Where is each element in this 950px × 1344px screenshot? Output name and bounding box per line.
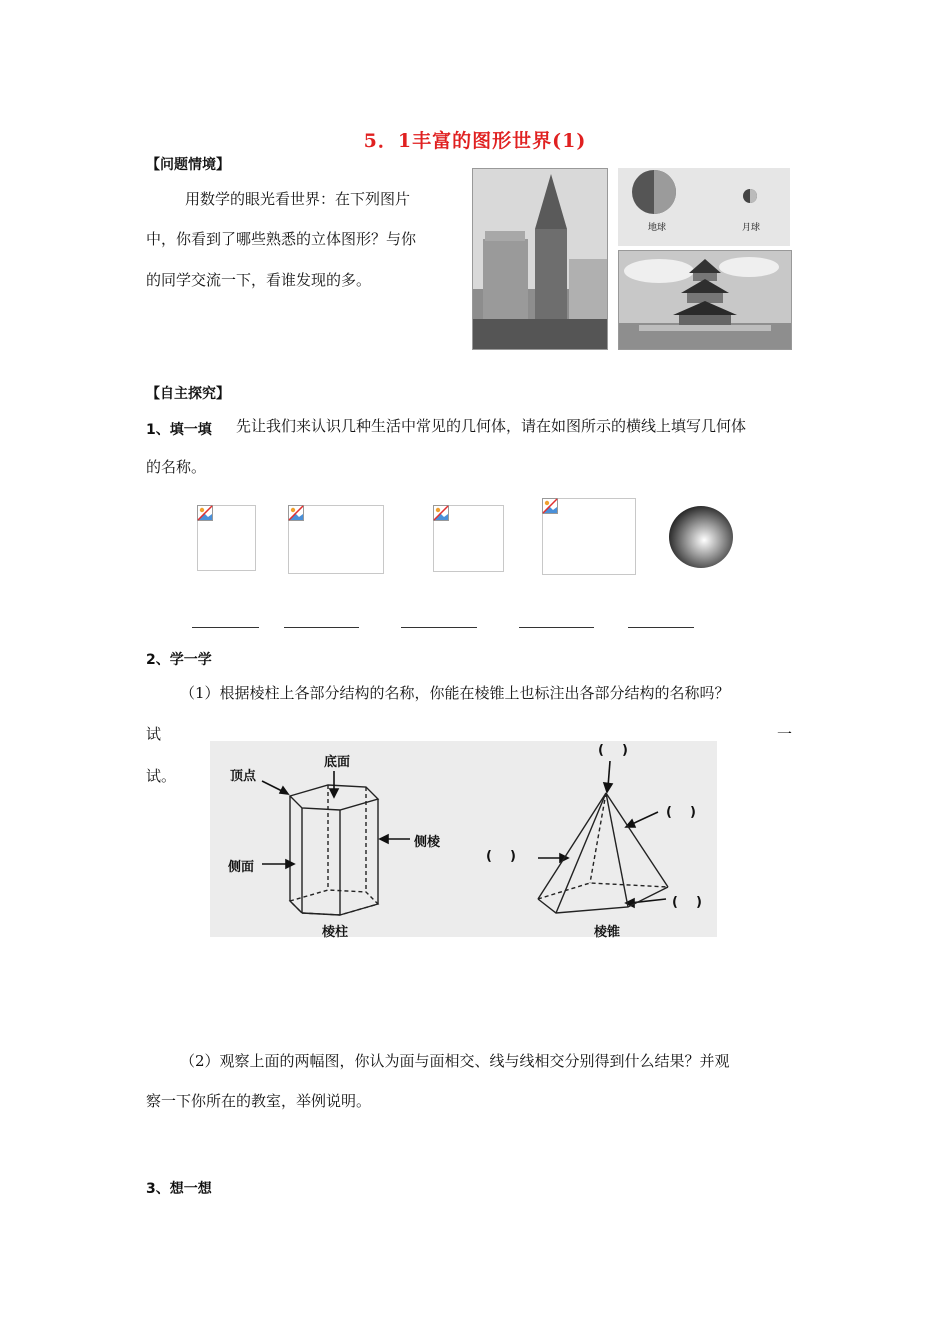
broken-image-icon: [197, 505, 213, 521]
section-heading-problem: 【问题情境】: [146, 157, 230, 173]
section-heading-explore: 【自主探究】: [146, 386, 230, 402]
blank-paren-right-edge[interactable]: ( ): [666, 805, 696, 820]
answer-blank-2[interactable]: [284, 627, 359, 628]
answer-blank-5[interactable]: [628, 627, 694, 628]
q2-try-right: 一: [777, 725, 793, 743]
broken-image-icon: [288, 505, 304, 521]
label-vertex: 顶点: [230, 769, 257, 784]
solid-image-2: [288, 505, 384, 574]
q1-text: 先让我们来认识几种生活中常见的几何体，请在如图所示的横线上填写几何体: [236, 417, 747, 435]
intro-line-1: 用数学的眼光看世界：在下列图片: [185, 190, 411, 208]
label-lateral-face: 侧面: [228, 860, 255, 875]
answer-blank-3[interactable]: [401, 627, 477, 628]
label-prism: 棱柱: [322, 925, 349, 940]
label-lateral-edge: 侧棱: [414, 835, 441, 850]
intro-line-3: 的同学交流一下，看谁发现的多。: [146, 271, 372, 289]
pyramid-shape: [538, 793, 668, 913]
solid-image-4: [542, 498, 636, 575]
q2-paragraph-1: （1）根据棱柱上各部分结构的名称，你能在棱锥上也标注出各部分结构的名称吗？: [180, 684, 730, 702]
solid-image-3: [433, 505, 504, 572]
photo-temple-of-heaven: [618, 250, 792, 350]
blank-paren-apex[interactable]: ( ): [598, 743, 628, 758]
photo-earth-moon: [618, 168, 790, 246]
earth-label: 地球: [648, 223, 667, 233]
q2-try-end: 试。: [146, 767, 177, 785]
intro-line-2: 中，你看到了哪些熟悉的立体图形？与你: [146, 230, 417, 248]
q2-paragraph-2-line-1: （2）观察上面的两幅图，你认为面与面相交、线与线相交分别得到什么结果？并观: [180, 1052, 730, 1070]
photo-tower-building: [472, 168, 608, 350]
label-base: 底面: [324, 755, 351, 770]
q1-label: 1、填一填: [146, 422, 212, 438]
q3-label: 3、想一想: [146, 1181, 212, 1197]
answer-blank-4[interactable]: [519, 627, 594, 628]
q2-paragraph-2-line-2: 察一下你所在的教室，举例说明。: [146, 1092, 372, 1110]
q1-text-2: 的名称。: [146, 458, 207, 476]
blank-paren-base[interactable]: ( ): [672, 895, 702, 910]
solid-image-1: [197, 505, 256, 571]
broken-image-icon: [433, 505, 449, 521]
moon-label: 月球: [742, 223, 761, 233]
label-pyramid: 棱锥: [594, 925, 621, 940]
prism-pyramid-figure: [210, 741, 717, 940]
broken-image-icon: [542, 498, 558, 514]
answer-blank-1[interactable]: [192, 627, 259, 628]
prism-shape: [290, 785, 378, 915]
sphere-shape: [668, 505, 734, 569]
q2-label: 2、学一学: [146, 652, 212, 668]
q2-try-left: 试: [146, 725, 162, 743]
page-title: 5．1丰富的图形世界(1): [363, 130, 587, 152]
blank-paren-left-face[interactable]: ( ): [486, 849, 516, 864]
